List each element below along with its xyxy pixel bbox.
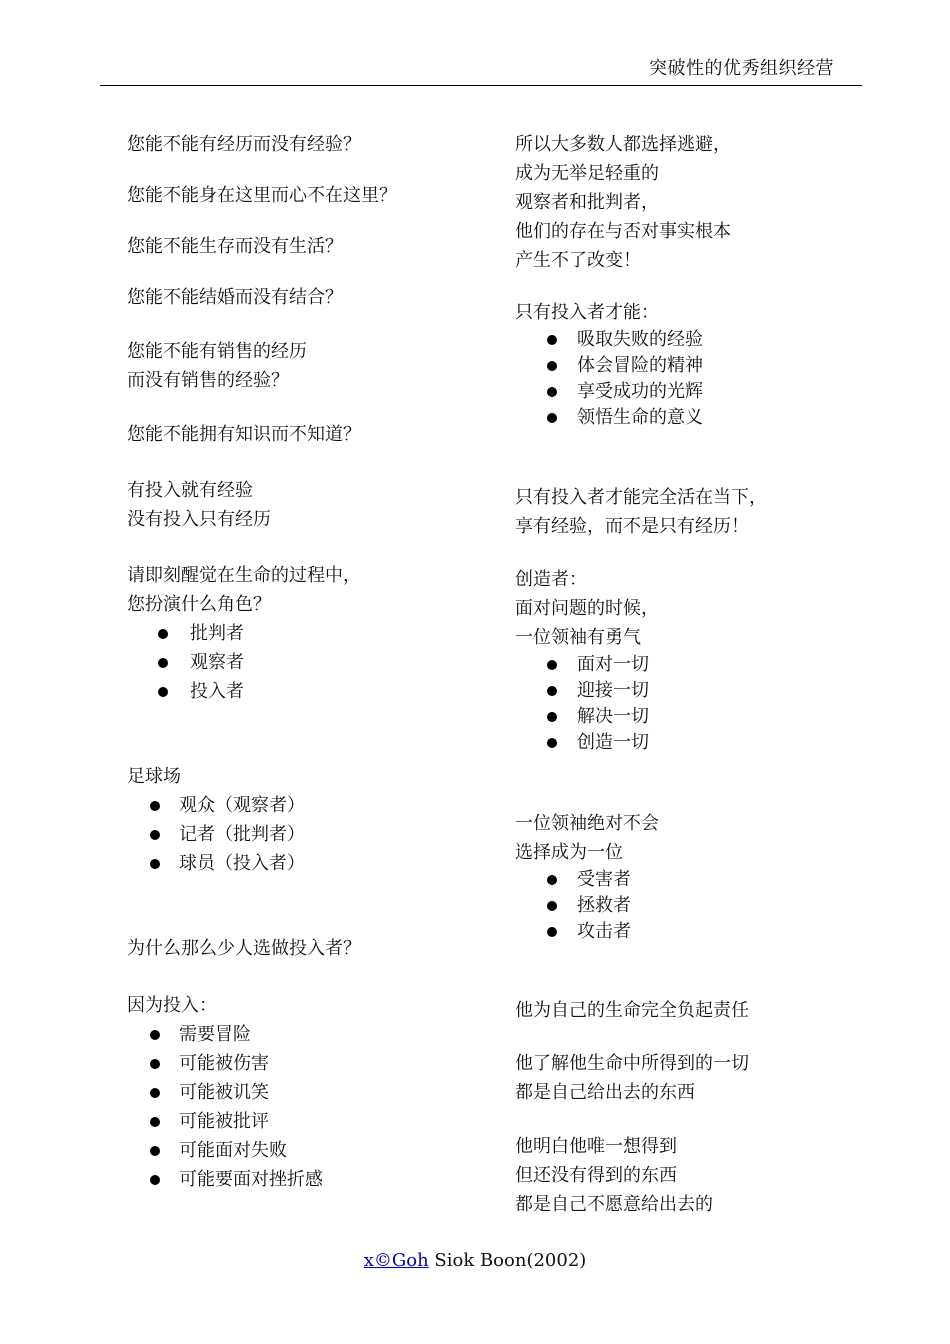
courage-line-1: 面对问题的时候， (515, 598, 659, 619)
understand-line-1: 他了解他生命中所得到的一切 (515, 1053, 749, 1074)
right-column (515, 130, 875, 1219)
escape-line-2: 成为无举足轻重的 (515, 163, 659, 184)
list-item: 可能被批评 (127, 1107, 487, 1136)
list-item: 创造一切 (515, 730, 875, 756)
list-item: 面对一切 (515, 652, 875, 678)
never-list (515, 867, 875, 945)
list-item: 可能面对失败 (127, 1136, 487, 1165)
realize-line-2: 但还没有得到的东西 (515, 1165, 677, 1186)
left-column (127, 130, 487, 1194)
list-item: 拯救者 (515, 893, 875, 919)
role-prompt-line-2: 您扮演什么角色？ (127, 594, 271, 615)
escape-line-4: 他们的存在与否对事实根本 (515, 221, 731, 242)
list-item: 解决一切 (515, 704, 875, 730)
roles-list (127, 619, 487, 706)
escape-line-1: 所以大多数人都选择逃避， (515, 134, 731, 155)
why-question: 为什么那么少人选做投入者？ (127, 938, 361, 959)
list-item: 可能被伤害 (127, 1049, 487, 1078)
football-title: 足球场 (127, 766, 181, 787)
only-heading: 只有投入者才能： (515, 302, 659, 323)
list-item: 体会冒险的精神 (515, 353, 875, 379)
list-item: 受害者 (515, 867, 875, 893)
list-item: 享受成功的光辉 (515, 379, 875, 405)
list-item: 吸取失败的经验 (515, 327, 875, 353)
list-item: 需要冒险 (127, 1020, 487, 1049)
question-2: 您能不能身在这里而心不在这里？ (127, 185, 397, 206)
role-prompt-line-1: 请即刻醒觉在生命的过程中， (127, 565, 361, 586)
question-3: 您能不能生存而没有生活？ (127, 236, 343, 257)
footer (0, 1250, 950, 1271)
present-line-1: 只有投入者才能完全活在当下， (515, 487, 767, 508)
engagement-line-1: 有投入就有经验 (127, 480, 253, 501)
footer-text: Siok Boon(2002) (428, 1250, 587, 1271)
list-item: 可能被讥笑 (127, 1078, 487, 1107)
question-5-line-1: 您能不能有销售的经历 (127, 341, 307, 362)
realize-line-3: 都是自己不愿意给出去的 (515, 1194, 713, 1215)
present-line-2: 享有经验，而不是只有经历！ (515, 516, 749, 537)
understand-line-2: 都是自己给出去的东西 (515, 1082, 695, 1103)
escape-line-5: 产生不了改变！ (515, 250, 641, 271)
copyright-link[interactable]: x©Goh (363, 1250, 429, 1271)
engagement-line-2: 没有投入只有经历 (127, 509, 271, 530)
never-line-2: 选择成为一位 (515, 842, 623, 863)
list-item: 投入者 (127, 677, 487, 706)
courage-line-2: 一位领袖有勇气 (515, 627, 641, 648)
list-item: 记者（批判者） (127, 820, 487, 849)
because-heading: 因为投入： (127, 995, 217, 1016)
only-list (515, 327, 875, 431)
realize-line-1: 他明白他唯一想得到 (515, 1136, 677, 1157)
reasons-list (127, 1020, 487, 1194)
football-list (127, 791, 487, 878)
question-4: 您能不能结婚而没有结合？ (127, 287, 343, 308)
never-line-1: 一位领袖绝对不会 (515, 813, 659, 834)
creator-heading: 创造者： (515, 569, 587, 590)
courage-list (515, 652, 875, 756)
list-item: 领悟生命的意义 (515, 405, 875, 431)
list-item: 批判者 (127, 619, 487, 648)
responsibility-line: 他为自己的生命完全负起责任 (515, 1000, 749, 1021)
header-title: 突破性的优秀组织经营 (649, 58, 834, 79)
question-6: 您能不能拥有知识而不知道？ (127, 424, 361, 445)
question-1: 您能不能有经历而没有经验？ (127, 134, 361, 155)
header-rule (100, 85, 862, 86)
list-item: 球员（投入者） (127, 849, 487, 878)
list-item: 迎接一切 (515, 678, 875, 704)
list-item: 可能要面对挫折感 (127, 1165, 487, 1194)
escape-line-3: 观察者和批判者， (515, 192, 659, 213)
list-item: 观众（观察者） (127, 791, 487, 820)
list-item: 观察者 (127, 648, 487, 677)
list-item: 攻击者 (515, 919, 875, 945)
question-5-line-2: 而没有销售的经验？ (127, 370, 289, 391)
